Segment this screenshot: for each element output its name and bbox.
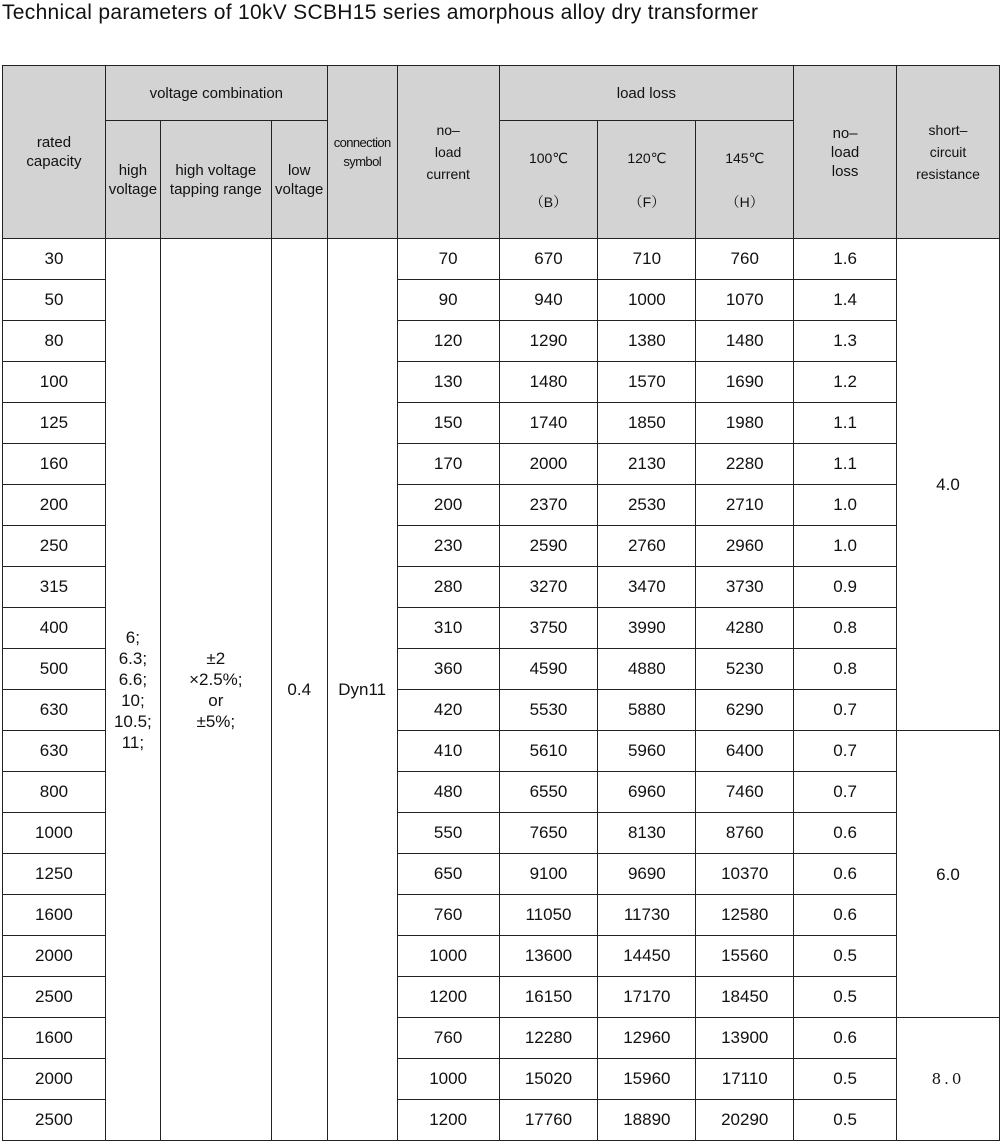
cell-no-load-current: 650: [397, 854, 499, 895]
cell-load-loss-145c: 2960: [696, 526, 794, 567]
cell-load-loss-145c: 1690: [696, 362, 794, 403]
cell-load-loss-120c: 12960: [598, 1018, 696, 1059]
cell-load-loss-100c: 4590: [499, 649, 598, 690]
cell-load-loss-100c: 9100: [499, 854, 598, 895]
cell-load-loss-100c: 670: [499, 239, 598, 280]
cell-short-circuit-resistance-2: 6.0: [897, 731, 1000, 1018]
cell-no-load-loss: 0.7: [794, 772, 897, 813]
cell-no-load-current: 1200: [397, 1100, 499, 1141]
cell-no-load-loss: 1.0: [794, 526, 897, 567]
header-voltage-combination: voltage combination: [105, 66, 327, 121]
cell-load-loss-100c: 3750: [499, 608, 598, 649]
cell-rated-capacity: 1600: [3, 1018, 106, 1059]
cell-no-load-loss: 0.6: [794, 854, 897, 895]
header-load-loss-145c: 145℃ （H）: [696, 121, 794, 239]
cell-load-loss-120c: 8130: [598, 813, 696, 854]
cell-no-load-loss: 0.5: [794, 936, 897, 977]
cell-load-loss-100c: 940: [499, 280, 598, 321]
cell-no-load-current: 90: [397, 280, 499, 321]
cell-no-load-loss: 1.4: [794, 280, 897, 321]
cell-no-load-current: 310: [397, 608, 499, 649]
cell-load-loss-145c: 18450: [696, 977, 794, 1018]
cell-load-loss-100c: 16150: [499, 977, 598, 1018]
cell-rated-capacity: 160: [3, 444, 106, 485]
cell-load-loss-120c: 2530: [598, 485, 696, 526]
cell-load-loss-145c: 20290: [696, 1100, 794, 1141]
cell-load-loss-120c: 11730: [598, 895, 696, 936]
cell-no-load-current: 1200: [397, 977, 499, 1018]
header-load-loss: load loss: [499, 66, 794, 121]
cell-load-loss-100c: 5610: [499, 731, 598, 772]
cell-no-load-loss: 0.5: [794, 1100, 897, 1141]
cell-rated-capacity: 2500: [3, 977, 106, 1018]
cell-no-load-loss: 0.6: [794, 813, 897, 854]
cell-no-load-loss: 0.6: [794, 895, 897, 936]
cell-rated-capacity: 400: [3, 608, 106, 649]
cell-no-load-loss: 0.7: [794, 731, 897, 772]
cell-no-load-current: 120: [397, 321, 499, 362]
cell-rated-capacity: 2000: [3, 1059, 106, 1100]
cell-tapping-range: ±2 ×2.5%; or ±5%;: [160, 239, 271, 1141]
cell-load-loss-100c: 13600: [499, 936, 598, 977]
header-load-loss-100c: 100℃ （B）: [499, 121, 598, 239]
cell-no-load-loss: 1.2: [794, 362, 897, 403]
cell-load-loss-145c: 13900: [696, 1018, 794, 1059]
cell-rated-capacity: 200: [3, 485, 106, 526]
cell-load-loss-120c: 9690: [598, 854, 696, 895]
page-title: Technical parameters of 10kV SCBH15 series amorphous alloy dry transformer: [2, 1, 759, 24]
cell-load-loss-100c: 15020: [499, 1059, 598, 1100]
cell-load-loss-145c: 15560: [696, 936, 794, 977]
cell-load-loss-100c: 11050: [499, 895, 598, 936]
cell-load-loss-120c: 2760: [598, 526, 696, 567]
cell-rated-capacity: 315: [3, 567, 106, 608]
cell-load-loss-120c: 4880: [598, 649, 696, 690]
cell-no-load-current: 200: [397, 485, 499, 526]
cell-load-loss-100c: 7650: [499, 813, 598, 854]
cell-load-loss-120c: 14450: [598, 936, 696, 977]
cell-no-load-current: 70: [397, 239, 499, 280]
cell-connection-symbol: Dyn11: [327, 239, 397, 1141]
cell-rated-capacity: 250: [3, 526, 106, 567]
cell-load-loss-145c: 12580: [696, 895, 794, 936]
cell-no-load-current: 170: [397, 444, 499, 485]
cell-load-loss-120c: 15960: [598, 1059, 696, 1100]
header-low-voltage: low voltage: [271, 121, 327, 239]
cell-no-load-loss: 0.5: [794, 1059, 897, 1100]
table-body: [3, 239, 1000, 1141]
cell-rated-capacity: 1000: [3, 813, 106, 854]
cell-load-loss-145c: 2280: [696, 444, 794, 485]
cell-low-voltage: 0.4: [271, 239, 327, 1141]
cell-load-loss-120c: 17170: [598, 977, 696, 1018]
cell-rated-capacity: 80: [3, 321, 106, 362]
cell-load-loss-120c: 5880: [598, 690, 696, 731]
cell-no-load-current: 360: [397, 649, 499, 690]
cell-rated-capacity: 630: [3, 731, 106, 772]
cell-rated-capacity: 1250: [3, 854, 106, 895]
cell-load-loss-100c: 1290: [499, 321, 598, 362]
cell-load-loss-120c: 1570: [598, 362, 696, 403]
cell-rated-capacity: 2000: [3, 936, 106, 977]
cell-rated-capacity: 630: [3, 690, 106, 731]
header-connection-symbol: connection symbol: [327, 66, 397, 239]
header-no-load-loss: no– load loss: [794, 66, 897, 239]
cell-no-load-current: 410: [397, 731, 499, 772]
cell-load-loss-100c: 6550: [499, 772, 598, 813]
cell-load-loss-100c: 12280: [499, 1018, 598, 1059]
cell-load-loss-100c: 17760: [499, 1100, 598, 1141]
cell-no-load-loss: 0.9: [794, 567, 897, 608]
cell-load-loss-120c: 6960: [598, 772, 696, 813]
cell-no-load-loss: 1.3: [794, 321, 897, 362]
cell-rated-capacity: 100: [3, 362, 106, 403]
cell-short-circuit-resistance-1: 4.0: [897, 239, 1000, 731]
cell-no-load-loss: 0.8: [794, 608, 897, 649]
cell-no-load-current: 280: [397, 567, 499, 608]
cell-load-loss-100c: 2370: [499, 485, 598, 526]
cell-rated-capacity: 2500: [3, 1100, 106, 1141]
cell-no-load-current: 550: [397, 813, 499, 854]
cell-rated-capacity: 500: [3, 649, 106, 690]
header-rated-capacity: rated capacity: [3, 66, 106, 239]
cell-no-load-loss: 1.1: [794, 444, 897, 485]
cell-load-loss-120c: 18890: [598, 1100, 696, 1141]
cell-no-load-current: 230: [397, 526, 499, 567]
cell-load-loss-120c: 1000: [598, 280, 696, 321]
cell-rated-capacity: 800: [3, 772, 106, 813]
cell-no-load-current: 150: [397, 403, 499, 444]
cell-rated-capacity: 50: [3, 280, 106, 321]
cell-load-loss-145c: 7460: [696, 772, 794, 813]
header-high-tapping-range: high voltage tapping range: [160, 121, 271, 239]
cell-no-load-loss: 0.8: [794, 649, 897, 690]
cell-no-load-loss: 0.6: [794, 1018, 897, 1059]
cell-load-loss-100c: 1740: [499, 403, 598, 444]
cell-load-loss-100c: 3270: [499, 567, 598, 608]
cell-load-loss-120c: 1850: [598, 403, 696, 444]
cell-high-voltage: 6; 6.3; 6.6; 10; 10.5; 11;: [105, 239, 160, 1141]
cell-no-load-current: 130: [397, 362, 499, 403]
cell-load-loss-145c: 760: [696, 239, 794, 280]
cell-load-loss-145c: 1070: [696, 280, 794, 321]
cell-load-loss-145c: 3730: [696, 567, 794, 608]
cell-no-load-current: 1000: [397, 936, 499, 977]
table-row: [3, 239, 1000, 280]
cell-no-load-loss: 0.7: [794, 690, 897, 731]
cell-load-loss-145c: 6400: [696, 731, 794, 772]
cell-load-loss-100c: 5530: [499, 690, 598, 731]
cell-rated-capacity: 125: [3, 403, 106, 444]
cell-load-loss-145c: 1980: [696, 403, 794, 444]
cell-no-load-current: 760: [397, 1018, 499, 1059]
cell-load-loss-120c: 2130: [598, 444, 696, 485]
parameters-table: [2, 65, 1000, 1141]
cell-load-loss-145c: 2710: [696, 485, 794, 526]
cell-load-loss-145c: 17110: [696, 1059, 794, 1100]
cell-no-load-current: 760: [397, 895, 499, 936]
cell-load-loss-145c: 8760: [696, 813, 794, 854]
cell-load-loss-145c: 10370: [696, 854, 794, 895]
cell-load-loss-100c: 2590: [499, 526, 598, 567]
header-high-voltage: high voltage: [105, 121, 160, 239]
cell-load-loss-100c: 1480: [499, 362, 598, 403]
cell-no-load-loss: 1.1: [794, 403, 897, 444]
cell-no-load-current: 420: [397, 690, 499, 731]
cell-load-loss-145c: 5230: [696, 649, 794, 690]
cell-load-loss-145c: 1480: [696, 321, 794, 362]
cell-no-load-loss: 1.6: [794, 239, 897, 280]
cell-load-loss-120c: 3470: [598, 567, 696, 608]
cell-load-loss-120c: 710: [598, 239, 696, 280]
cell-rated-capacity: 1600: [3, 895, 106, 936]
cell-load-loss-145c: 4280: [696, 608, 794, 649]
cell-load-loss-120c: 3990: [598, 608, 696, 649]
cell-short-circuit-resistance-3: 8.0: [897, 1018, 1000, 1141]
header-short-circuit-resistance: short– circuit resistance: [897, 66, 1000, 239]
cell-no-load-loss: 0.5: [794, 977, 897, 1018]
cell-no-load-current: 1000: [397, 1059, 499, 1100]
cell-load-loss-120c: 5960: [598, 731, 696, 772]
cell-no-load-loss: 1.0: [794, 485, 897, 526]
cell-rated-capacity: 30: [3, 239, 106, 280]
cell-load-loss-120c: 1380: [598, 321, 696, 362]
cell-no-load-current: 480: [397, 772, 499, 813]
header-no-load-current: no– load current: [397, 66, 499, 239]
header-load-loss-120c: 120℃ （F）: [598, 121, 696, 239]
cell-load-loss-145c: 6290: [696, 690, 794, 731]
cell-load-loss-100c: 2000: [499, 444, 598, 485]
